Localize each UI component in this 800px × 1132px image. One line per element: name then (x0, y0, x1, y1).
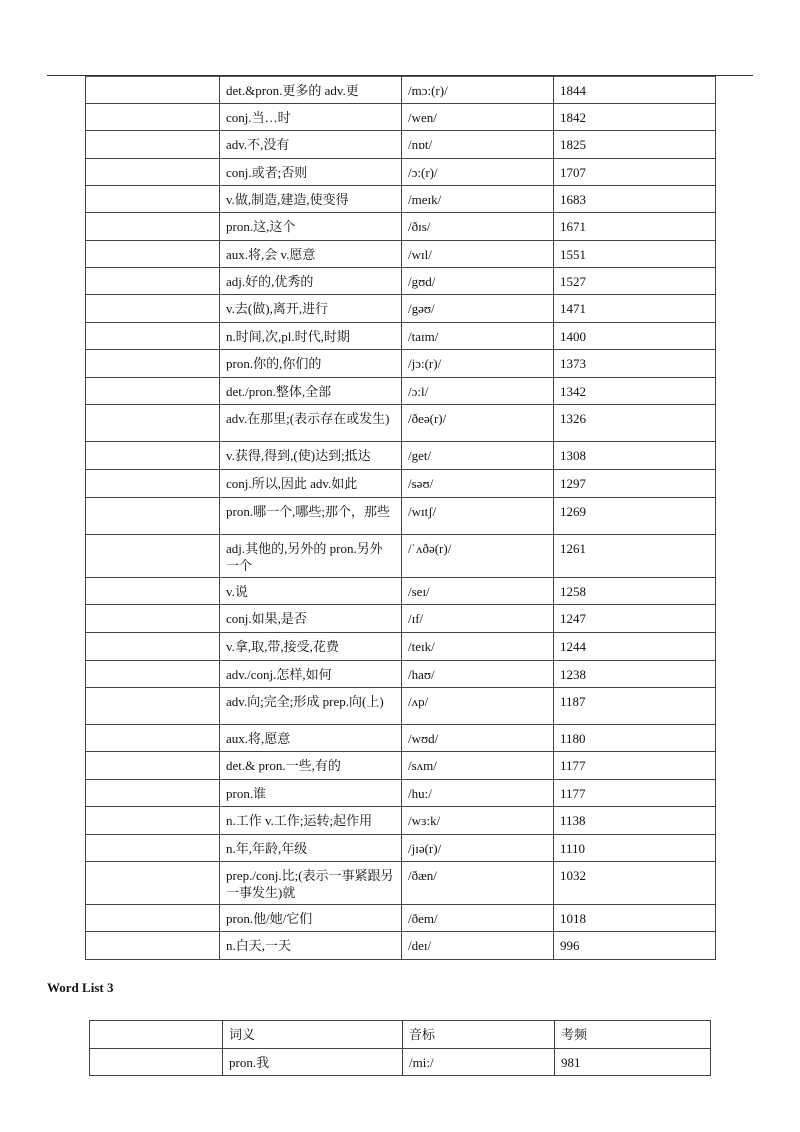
cell-frequency: 1373 (554, 350, 716, 378)
table-row (86, 213, 716, 241)
cell-phonetic: /wɪtʃ/ (402, 498, 554, 535)
table-row (86, 323, 716, 350)
table-row (86, 578, 716, 605)
cell-frequency: 1187 (554, 688, 716, 725)
cell-num (86, 241, 220, 268)
cell-phonetic: /meɪk/ (402, 186, 554, 213)
cell-num (86, 405, 220, 442)
table-row (86, 780, 716, 807)
cell-num (86, 688, 220, 725)
table-row (86, 862, 716, 905)
cell-phonetic: /deɪ/ (402, 932, 554, 960)
cell-meaning: n.年,年龄,年级 (220, 835, 402, 862)
cell-frequency: 1671 (554, 213, 716, 241)
table-row (86, 104, 716, 131)
cell-num (86, 661, 220, 688)
cell-frequency: 1244 (554, 633, 716, 661)
header-num (90, 1021, 223, 1049)
cell-frequency: 981 (555, 1049, 711, 1076)
cell-phonetic: /taɪm/ (402, 323, 554, 350)
cell-meaning: v.拿,取,带,接受,花费 (220, 633, 402, 661)
cell-phonetic: /mi:/ (403, 1049, 555, 1076)
cell-num (86, 932, 220, 960)
cell-frequency: 1258 (554, 578, 716, 605)
header-meaning: 词义 (223, 1021, 403, 1049)
table-row (90, 1049, 711, 1076)
cell-phonetic: /ʌp/ (402, 688, 554, 725)
cell-frequency: 1400 (554, 323, 716, 350)
cell-meaning: conj.或者;否则 (220, 159, 402, 186)
cell-phonetic: /gʊd/ (402, 268, 554, 295)
cell-phonetic: /gəʊ/ (402, 295, 554, 323)
table-row (86, 350, 716, 378)
cell-meaning: v.说 (220, 578, 402, 605)
cell-meaning: conj.如果,是否 (220, 605, 402, 633)
table-row (86, 405, 716, 442)
cell-meaning: prep./conj.比;(表示一事紧跟另一事发生)就 (220, 862, 402, 905)
cell-meaning: adj.其他的,另外的 pron.另外一个 (220, 535, 402, 578)
cell-phonetic: /ðeə(r)/ (402, 405, 554, 442)
cell-phonetic: /seɪ/ (402, 578, 554, 605)
cell-num (86, 578, 220, 605)
table-row (86, 633, 716, 661)
cell-frequency: 1551 (554, 241, 716, 268)
cell-meaning: det.&pron.更多的 adv.更 (220, 77, 402, 104)
cell-frequency: 1177 (554, 780, 716, 807)
cell-meaning: det./pron.整体,全部 (220, 378, 402, 405)
table-row (86, 470, 716, 498)
table-row (86, 688, 716, 725)
cell-num (86, 131, 220, 159)
cell-meaning: adv.不,没有 (220, 131, 402, 159)
cell-phonetic: /ɪf/ (402, 605, 554, 633)
cell-frequency: 1032 (554, 862, 716, 905)
cell-meaning: pron.谁 (220, 780, 402, 807)
cell-meaning: conj.所以,因此 adv.如此 (220, 470, 402, 498)
table-row (86, 661, 716, 688)
table-row (86, 442, 716, 470)
cell-meaning: pron.这,这个 (220, 213, 402, 241)
cell-meaning: conj.当…时 (220, 104, 402, 131)
cell-frequency: 1471 (554, 295, 716, 323)
cell-num (86, 807, 220, 835)
cell-num (86, 295, 220, 323)
table-row (86, 131, 716, 159)
cell-num (86, 605, 220, 633)
table-row (86, 186, 716, 213)
cell-phonetic: /hu:/ (402, 780, 554, 807)
table-row (86, 268, 716, 295)
table-row (86, 159, 716, 186)
cell-meaning: v.去(做),离开,进行 (220, 295, 402, 323)
cell-meaning: adj.好的,优秀的 (220, 268, 402, 295)
cell-num (86, 862, 220, 905)
word-list-3-table (89, 1020, 711, 1076)
table-row (86, 77, 716, 104)
word-list-table (85, 76, 716, 960)
cell-meaning: adv./conj.怎样,如何 (220, 661, 402, 688)
cell-num (86, 905, 220, 932)
cell-phonetic: /nɒt/ (402, 131, 554, 159)
table-header-row (90, 1021, 711, 1049)
cell-num (86, 442, 220, 470)
cell-frequency: 1707 (554, 159, 716, 186)
word-list-3-title: Word List 3 (47, 980, 114, 995)
cell-num (86, 186, 220, 213)
cell-meaning: det.& pron.一些,有的 (220, 752, 402, 780)
cell-frequency: 1825 (554, 131, 716, 159)
cell-meaning: adv.在那里;(表示存在或发生) (220, 405, 402, 442)
cell-num (86, 780, 220, 807)
cell-frequency: 1177 (554, 752, 716, 780)
cell-meaning: v.获得,得到,(使)达到;抵达 (220, 442, 402, 470)
cell-meaning: adv.向;完全;形成 prep.向(上) (220, 688, 402, 725)
cell-frequency: 996 (554, 932, 716, 960)
table-row (86, 905, 716, 932)
cell-frequency: 1308 (554, 442, 716, 470)
header-phonetic: 音标 (403, 1021, 555, 1049)
cell-meaning: n.白天,一天 (220, 932, 402, 960)
cell-meaning: n.时间,次,pl.时代,时期 (220, 323, 402, 350)
cell-num (86, 104, 220, 131)
cell-phonetic: /ɔ:l/ (402, 378, 554, 405)
cell-phonetic: /ðem/ (402, 905, 554, 932)
cell-num (86, 378, 220, 405)
cell-frequency: 1018 (554, 905, 716, 932)
cell-frequency: 1842 (554, 104, 716, 131)
cell-frequency: 1844 (554, 77, 716, 104)
table-row (86, 295, 716, 323)
cell-phonetic: /jɪə(r)/ (402, 835, 554, 862)
cell-frequency: 1297 (554, 470, 716, 498)
table-row (86, 807, 716, 835)
table-row (86, 535, 716, 578)
cell-phonetic: /sʌm/ (402, 752, 554, 780)
cell-frequency: 1342 (554, 378, 716, 405)
cell-num (86, 725, 220, 752)
cell-phonetic: /wʊd/ (402, 725, 554, 752)
table-row (86, 605, 716, 633)
cell-num (86, 159, 220, 186)
cell-num (86, 350, 220, 378)
cell-meaning: n.工作 v.工作;运转;起作用 (220, 807, 402, 835)
table-row (86, 932, 716, 960)
cell-frequency: 1326 (554, 405, 716, 442)
cell-frequency: 1110 (554, 835, 716, 862)
cell-phonetic: /ɔ:(r)/ (402, 159, 554, 186)
cell-num (86, 470, 220, 498)
cell-meaning: v.做,制造,建造,使变得 (220, 186, 402, 213)
cell-num (86, 323, 220, 350)
cell-num (86, 268, 220, 295)
cell-frequency: 1269 (554, 498, 716, 535)
cell-frequency: 1238 (554, 661, 716, 688)
table-row (86, 241, 716, 268)
cell-frequency: 1247 (554, 605, 716, 633)
table-row (86, 725, 716, 752)
cell-num (86, 498, 220, 535)
cell-phonetic: /ˈʌðə(r)/ (402, 535, 554, 578)
cell-num (90, 1049, 223, 1076)
cell-num (86, 835, 220, 862)
cell-frequency: 1138 (554, 807, 716, 835)
table-row (86, 498, 716, 535)
cell-meaning: pron.他/她/它们 (220, 905, 402, 932)
cell-phonetic: /ðɪs/ (402, 213, 554, 241)
cell-meaning: pron.哪一个,哪些;那个，那些 (220, 498, 402, 535)
cell-num (86, 633, 220, 661)
cell-phonetic: /səʊ/ (402, 470, 554, 498)
cell-frequency: 1180 (554, 725, 716, 752)
cell-num (86, 213, 220, 241)
cell-phonetic: /teɪk/ (402, 633, 554, 661)
cell-phonetic: /jɔ:(r)/ (402, 350, 554, 378)
cell-phonetic: /haʊ/ (402, 661, 554, 688)
cell-phonetic: /ðæn/ (402, 862, 554, 905)
cell-num (86, 752, 220, 780)
table-row (86, 752, 716, 780)
cell-meaning: aux.将,会 v.愿意 (220, 241, 402, 268)
cell-phonetic: /get/ (402, 442, 554, 470)
table-row (86, 835, 716, 862)
cell-phonetic: /wɪl/ (402, 241, 554, 268)
cell-phonetic: /wɜ:k/ (402, 807, 554, 835)
cell-phonetic: /mɔ:(r)/ (402, 77, 554, 104)
cell-frequency: 1527 (554, 268, 716, 295)
header-frequency: 考频 (555, 1021, 711, 1049)
word-list-table-body (86, 77, 716, 960)
cell-phonetic: /wen/ (402, 104, 554, 131)
table-row (86, 378, 716, 405)
cell-frequency: 1261 (554, 535, 716, 578)
cell-num (86, 77, 220, 104)
cell-meaning: aux.将,愿意 (220, 725, 402, 752)
cell-meaning: pron.我 (223, 1049, 403, 1076)
cell-meaning: pron.你的,你们的 (220, 350, 402, 378)
cell-frequency: 1683 (554, 186, 716, 213)
cell-num (86, 535, 220, 578)
